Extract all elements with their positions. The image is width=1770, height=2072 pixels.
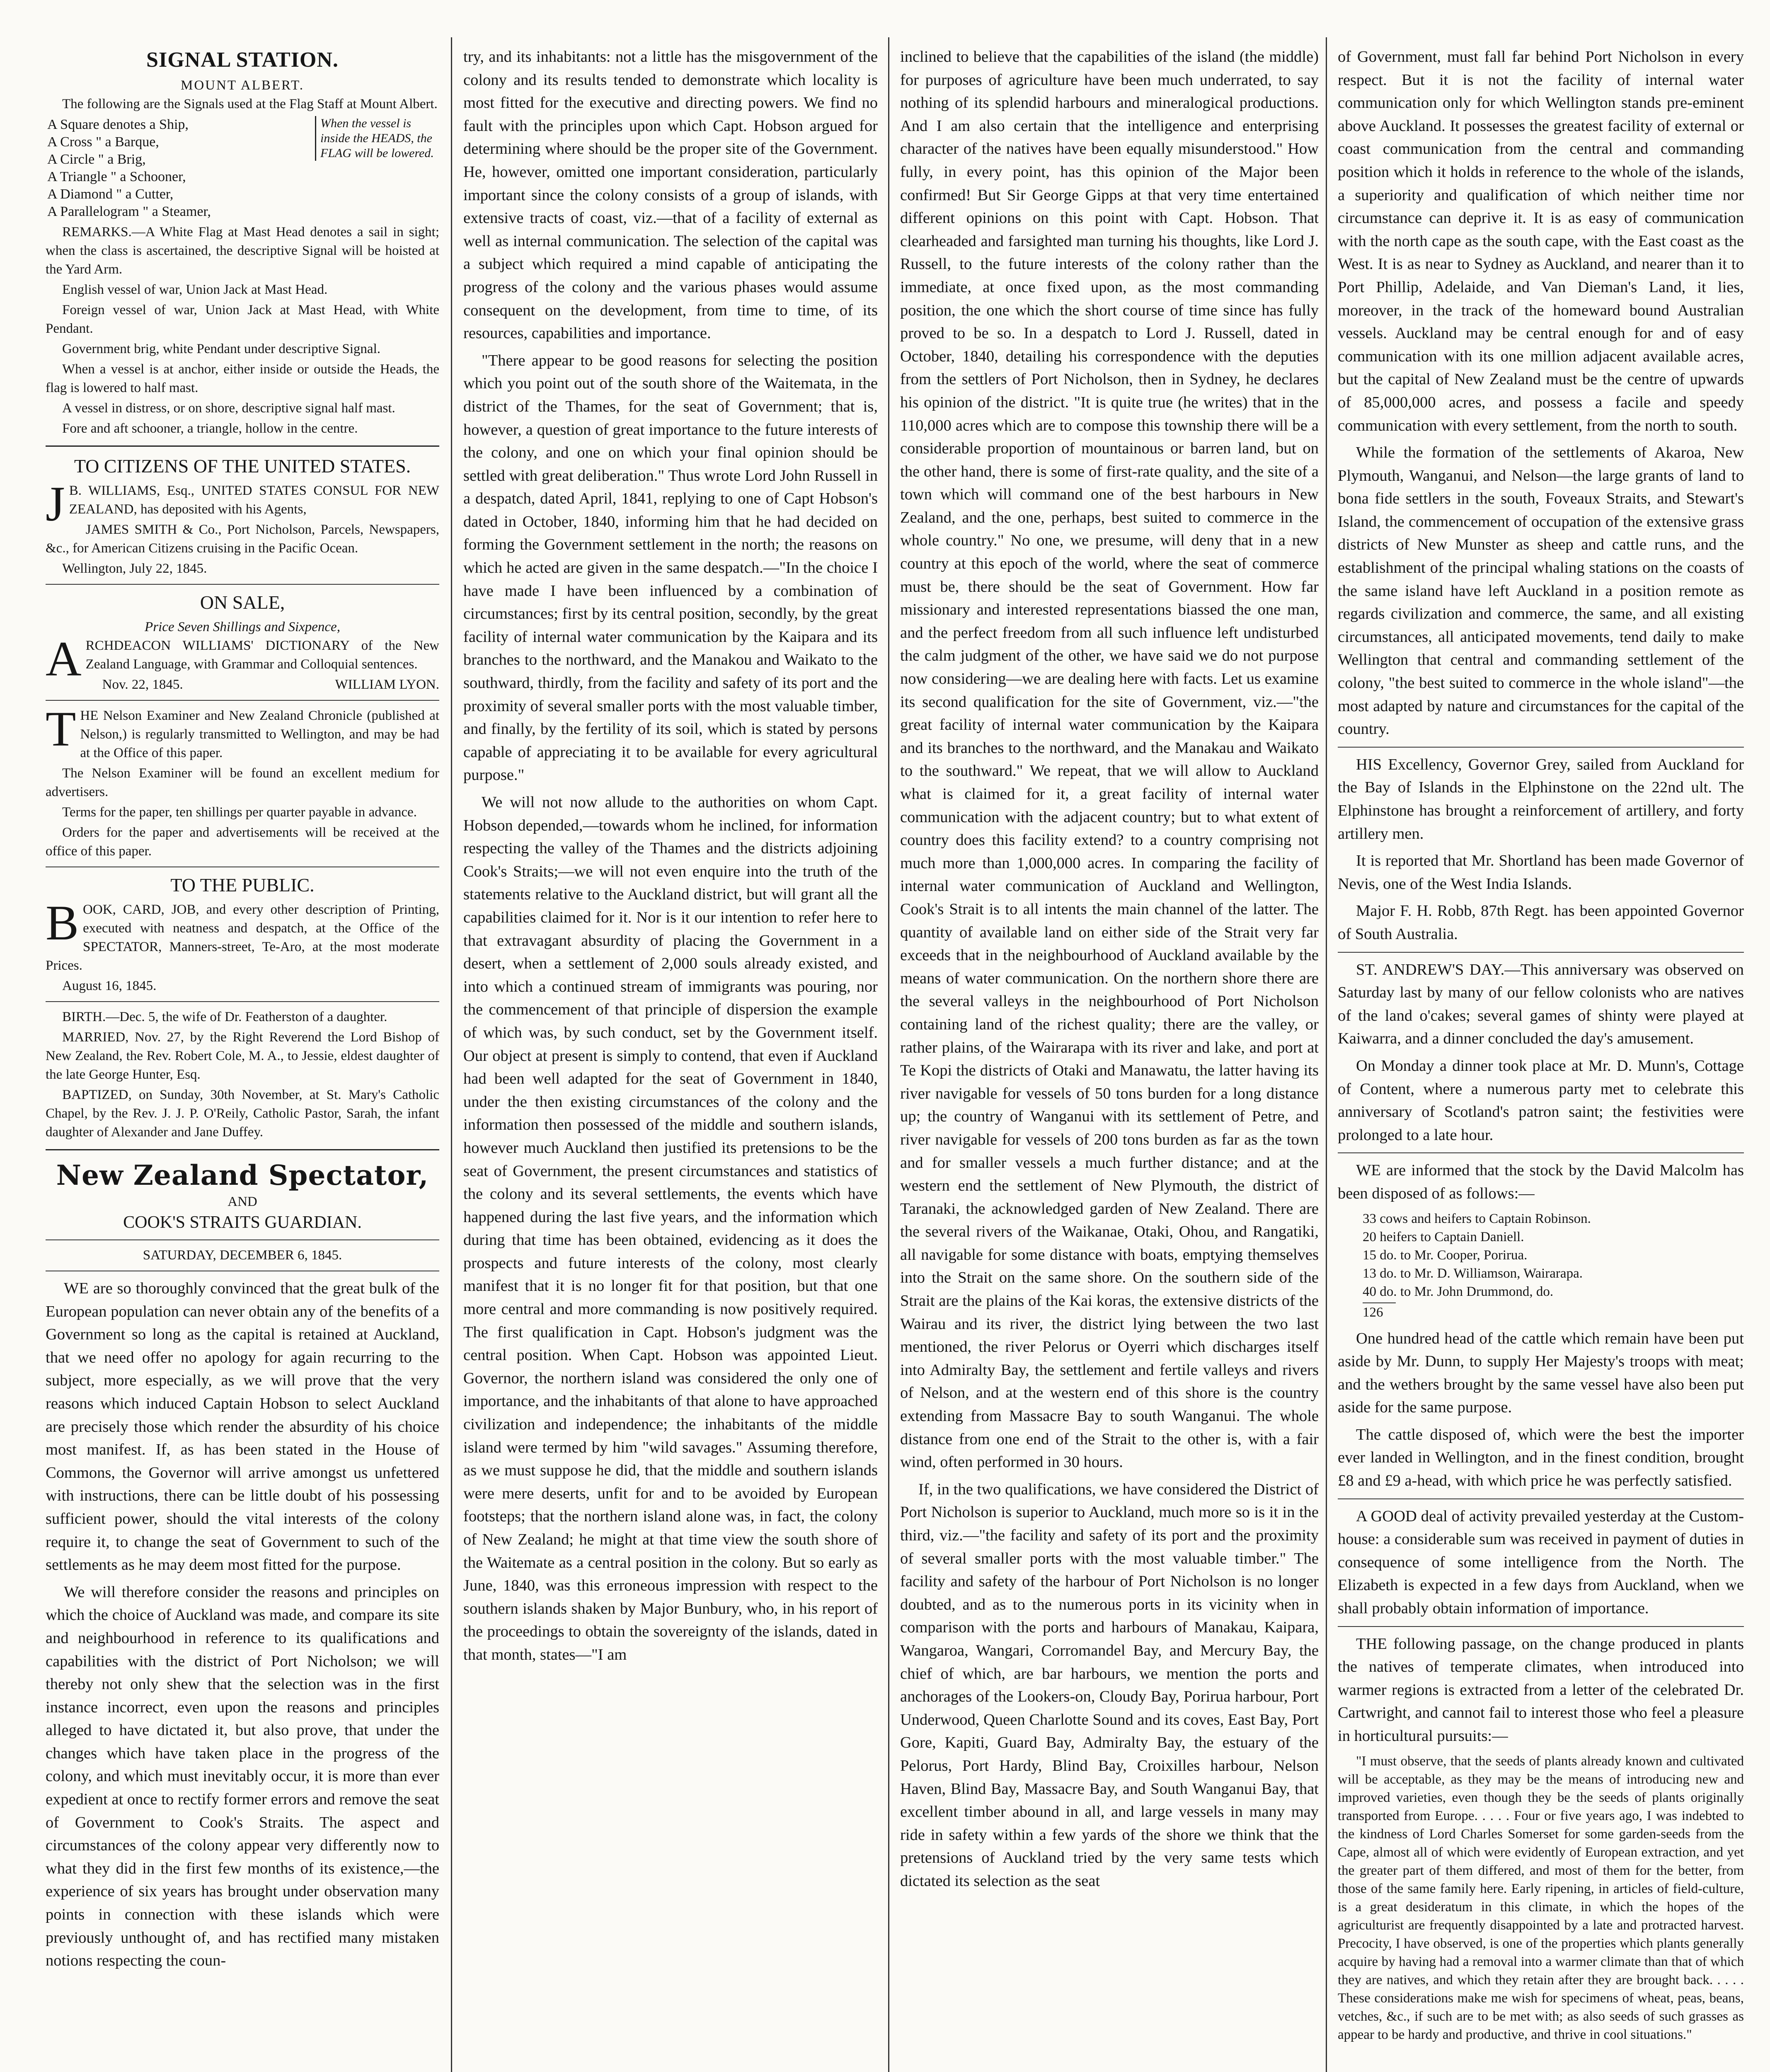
citizens-text: B. WILLIAMS, Esq., UNITED STATES CONSUL FOR NEW ZEALAND, has deposited with his Agents, xyxy=(69,483,439,517)
stock-item: 13 do. to Mr. D. Williamson, Wairarapa. xyxy=(1363,1266,1583,1281)
column-rule xyxy=(451,37,452,2072)
signal-row: A Square denotes a Ship, xyxy=(47,117,189,132)
masthead-guardian: COOK'S STRAITS GUARDIAN. xyxy=(123,1213,362,1232)
citizens-title: TO CITIZENS OF THE UNITED STATES. xyxy=(74,455,411,477)
column-1 xyxy=(46,46,439,1977)
citizens-date: Wellington, July 22, 1845. xyxy=(62,561,207,576)
public-text: OOK, CARD, JOB, and every other description of Printing, executed with neatness and despatch, at the Office of the SPECTATOR, Manners-street, Te-Aro, at the most moderate Prices. xyxy=(46,902,439,973)
editorial-paragraph: While the formation of the settlements of Akaroa, New Plymouth, Wanganui, and Nelson—the large grants of land to bona fide settlers in the south, Foveaux Straits, and Stewart's Island, the commencement of occupation of the extensive grass districts of New Munster as sheep and cattle runs, and the establishment of the principal whaling stations on the coasts of the same island have left Auckland in a position remote as regards civilization and commerce, the same, and all existing circumstances, all anticipated movements, tend daily to make Wellington that central and commanding settlement of the colony, "the best suited to commerce in the whole island"—the most adapted by nature and circumstances for the capital of the country. xyxy=(1338,444,1744,738)
news-shortland: It is reported that Mr. Shortland has been made Governor of Nevis, one of the West India Islands. xyxy=(1338,852,1744,893)
married-notice: MARRIED, Nov. 27, by the Right Reverend the Lord Bishop of New Zealand, the Rev. Robert Cole, M. A., to Jessie, eldest daughter of the late George Hunter, Esq. xyxy=(46,1030,439,1082)
editorial-paragraph: try, and its inhabitants: not a little has the misgovernment of the colony and its results tended to demonstrate which locality is most fitted for the executive and directing powers. We find no fault with the principles upon which Capt. Hobson argued for determining where should be the proper site of the Government. He, however, omitted one important consideration, particularly important since the colony consists of a group of islands, with extensive tracts of coast, viz.—that of a facility of external as well as internal communication. The selection of the capital was a subject which required a mind capable of anticipating the progress of the colony and the various phases would assume consequent on the development, from time to time, of its resources, capabilities and importance. xyxy=(463,48,878,342)
birth-notice: BIRTH.—Dec. 5, the wife of Dr. Featherston of a daughter. xyxy=(62,1009,387,1024)
editorial-paragraph: WE are so thoroughly convinced that the great bulk of the European population can never obtain any of the benefits of a Government so long as the capital is retained at Auckland, that we need offer no apology for again recurring to the subject, more especially, as we will prove that the very reasons which induced Captain Hobson to select Auckland are precisely those which render the absurdity of his choice most manifest. If, as has been stated in the House of Commons, the Governor will arrive amongst us unfettered with instructions, there can be little doubt of his possessing sufficient power, should the vital interests of the colony require it, to change the seat of Government to such of the settlements as he may deem most fitted for the purpose. xyxy=(46,1280,439,1574)
sale-date: Nov. 22, 1845. xyxy=(102,677,183,692)
mount-albert: MOUNT ALBERT. xyxy=(181,78,304,93)
dropcap-t: T xyxy=(46,701,76,756)
news-hundred-head: One hundred head of the cattle which remain have been put aside by Mr. Dunn, to supply Her Majesty's troops with meat; and the wethers brought by the same vessel have also been put aside for the same purpose. xyxy=(1338,1329,1744,1416)
sale-title: ON SALE, xyxy=(200,592,285,613)
stock-item: 15 do. to Mr. Cooper, Porirua. xyxy=(1363,1247,1528,1263)
news-robb: Major F. H. Robb, 87th Regt. has been appointed Governor of South Australia. xyxy=(1338,902,1744,943)
stock-item: 33 cows and heifers to Captain Robinson. xyxy=(1363,1211,1591,1226)
signal-note: When the vessel is inside the HEADS, the FLAG will be lowered. xyxy=(315,116,438,161)
signal-table xyxy=(46,116,439,220)
dropcap-j: J xyxy=(46,476,65,531)
editorial-paragraph: "There appear to be good reasons for selecting the position which you point out of the south shore of the Waitemata, in the district of the Thames, for the seat of Government; that is, however, a question of great importance to the future interests of the colony, and one on which your final opinion should be settled with great deliberation." Thus wrote Lord John Russell in a despatch, dated April, 1841, replying to one of Capt Hobson's dated in October, 1840, informing him that he had decided on forming the Government settlement in the north; the reasons on which he acted are given in the same despatch.—"In the choice I have made I have been influenced by a combination of circumstances; first by its central position, secondly, by the great facility of internal water communication by the Kaipara and its branches to the northward, and the Manakou and Waikato to the southward, thirdly, from the facility and safety of its port and the proximity of several smaller ports with the most valuable timber, and finally, by the fertility of its soil, which is stated by persons capable of appreciating it to be available for every agricultural purpose." xyxy=(463,351,878,784)
dropcap-a: A xyxy=(46,631,82,686)
signal-row: A Cross " a Barque, xyxy=(47,134,159,150)
news-governor: HIS Excellency, Governor Grey, sailed from Auckland for the Bay of Islands in the Elphinstone on the 22nd ult. The Elphinstone has brought a reinforcement of artillery, and forty artillery men. xyxy=(1338,755,1744,842)
stock-total: 126 xyxy=(1363,1302,1396,1322)
signal-remarks: REMARKS.—A White Flag at Mast Head denotes a sail in sight; when the class is ascertained, the descriptive Signal will be hoisted at the Yard Arm. xyxy=(46,225,439,277)
signal-distress: A vessel in distress, or on shore, descriptive signal half mast. xyxy=(62,401,395,416)
public-title: TO THE PUBLIC. xyxy=(170,874,315,896)
public-date: August 16, 1845. xyxy=(62,978,157,993)
editorial-paragraph: We will not now allude to the authorities on whom Capt. Hobson depended,—towards whom he inclined, for information respecting the valley of the Thames and the districts adjoining Cook's Straits;—we will not even enquire into the truth of the statements relative to the Auckland district, but will grant all the capabilities claimed for it. Nor is it our intention to refer here to that extravagant absurdity of placing the Government in a desert, when a settlement of 2,000 souls already existed, and into which a continued stream of immigrants was pouring, nor the commencement of that principle of dispersion the example of which was, by such conduct, set by the Government itself. Our object at present is simply to contend, that even if Auckland had been well adapted for the seat of Government in 1840, under the then existing circumstances of the colony and the information then possessed of the middle and southern islands, however much Auckland then justified its pretensions to be the seat of Government, the present circumstances and statistics of the colony and its several settlements, the events which have happened during the last five years, and the information which during that time has been obtained, evidencing as it does the prospects and future interests of the colony, most clearly manifest that it is no longer fit for that position, but that one more central and more commanding is now positively required. The first qualification in Capt. Hobson's judgment was the central position. When Capt. Hobson was appointed Lieut. Governor, the northern island was considered the only one of importance, and the inhabitants of that alone to have approached civilization and independence; the inhabitants of the middle island were termed by him "wild savages." Assuming therefore, as we must suppose he did, that the middle and southern islands were mere deserts, unfit for and to be avoided by European footsteps; that the northern island alone was, in fact, the colony of New Zealand; he might at that time view the south shore of the Waitemate as a central position in the colony. But so early as June, 1840, was this erroneous impression with respect to the southern islands shaken by Major Bunbury, who, in his report of the proceedings to obtain the sovereignty of the islands, dated in that month, states—"I am xyxy=(463,794,878,1663)
signal-row: A Circle " a Brig, xyxy=(47,152,146,167)
dropcap-b: B xyxy=(46,895,79,950)
signal-inside: When a vessel is at anchor, either inside or outside the Heads, the flag is lowered to half mast. xyxy=(46,362,439,395)
stock-item: 40 do. to Mr. John Drummond, do. xyxy=(1363,1284,1554,1299)
signal-row: A Triangle " a Schooner, xyxy=(47,169,186,184)
citizens-agents: JAMES SMITH & Co., Port Nicholson, Parcels, Newspapers, &c., for American Citizens cruising in the Pacific Ocean. xyxy=(46,522,439,556)
baptized-notice: BAPTIZED, on Sunday, 30th November, at St. Mary's Catholic Chapel, by the Rev. J. J. P. O'Reily, Catholic Pastor, Sarah, the infant daughter of Alexander and Jane Duffey. xyxy=(46,1087,439,1140)
column-rule xyxy=(1326,37,1327,2072)
news-custom-house: A GOOD deal of activity prevailed yesterday at the Custom-house: a considerable sum was received in payment of duties in consequence of some intelligence from the North. The Elizabeth is expected in a few days from Auckland, when we shall probably obtain information of importance. xyxy=(1338,1507,1744,1617)
editorial-paragraph: If, in the two qualifications, we have considered the District of Port Nicholson is superior to Auckland, much more so is it in the third, viz.—"the facility and safety of its port and the proximity of several smaller ports with the most valuable timber." The facility and safety of the harbour of Port Nicholson is no longer doubted, and as to the numerous ports in its vicinity when in comparison with the ports and harbours of Manakau, Kaipara, Wangaroa, Wangari, Corromandel Bay, and Mercury Bay, the chief of which, are bar harbours, we mention the ports and anchorages of the Lookers-on, Cloudy Bay, Porirua harbour, Port Underwood, Queen Charlotte Sound and its coves, East Bay, Port Gore, Kapiti, Guard Bay, Admiralty Bay, the estuary of the Pelorus, Port Hardy, Blind Bay, Croixilles harbour, Nelson Haven, Blind Bay, Massacre Bay, and South Wanganui Bay, that excellent timber abound in all, and large vessels in many may ride in safety within a few yards of the shore we think that the pretensions of Auckland tried by the very same tests which dictated its selection as the seat xyxy=(900,1480,1319,1890)
signal-station-title: SIGNAL STATION. xyxy=(146,48,339,72)
news-passage: THE following passage, on the change produced in plants the natives of temperate climates, when introduced into warmer regions is extracted from a letter of the celebrated Dr. Cartwright, and cannot fail to interest those who feel a pleasure in horticultural pursuits:— xyxy=(1338,1635,1744,1745)
news-st-andrew: ST. ANDREW'S DAY.—This anniversary was observed on Saturday last by many of our fellow colonists who are natives of the land o'cakes; several games of shinty were played at Kaiwarra, and a dinner concluded the day's amusement. xyxy=(1338,961,1744,1048)
dateline: SATURDAY, DECEMBER 6, 1845. xyxy=(143,1248,342,1263)
signal-row: A Diamond " a Cutter, xyxy=(47,186,174,202)
news-cattle: The cattle disposed of, which were the best the importer ever landed in Wellington, and in the finest condition, brought £8 and £9 a-head, with which price he was perfectly satisfied. xyxy=(1338,1426,1744,1490)
editorial-paragraph: of Government, must fall far behind Port Nicholson in every respect. But it is not the facility of internal water communication only for which Wellington stands pre-eminent above Auckland. It possesses the greatest facility of external or coast communication from the central and commanding position which it holds in reference to the whole of the islands, a superiority and qualification of which neither time nor circumstance can deprive it. It is as easy of communication with the north cape as the south cape, with the East coast as the West. It is as near to Sydney as Auckland, and nearer than it to Port Phillip, Adelaide, and Van Dieman's Land, it lies, moreover, in the track of the homeward bound Australian vessels. Auckland may be central enough for and of easy communication with its one million adjacent available acres, but the capital of New Zealand must be the centre of upwards of 85,000,000 acres, and possess a facile and speedy communication with every settlement, from the north to south. xyxy=(1338,48,1744,434)
editorial-paragraph: inclined to believe that the capabilities of the island (the middle) for purposes of agriculture have been much underrated, to say nothing of its splendid harbours and mineralogical productions. And I am also certain that the intelligence and enterprising character of the natives have been equally misunderstood." How fully, in every point, has this opinion of the Major been confirmed! But Sir George Gipps at that very time entertained different opinions on this point with Capt. Hobson. That clearheaded and farsighted man turning his thoughts, like Lord J. Russell, to the future interests of the colony rather than the immediate, at once fixed upon, as the most commanding position, the one which the short course of time since has fully proved to be so. In a despatch to Lord J. Russell, dated in October, 1840, detailing his correspondence with the deputies from the settlers of Port Nicholson, then in Sydney, he declares his opinion of the district. "It is quite true (he writes) that in the 110,000 acres which are to compose this township there will be a considerable proportion of mountainous or barren land, but on the other hand, there is some of first-rate quality, and the site of a town which will command one of the best harbours in New Zealand, and the one, perhaps, best suited to commerce in the whole country." No one, we presume, will deny that in a new country at this epoch of the world, where the seat of commerce must be, there should be the seat of Government. How far missionary and interested representations biassed the one man, and the perfect freedom from all such influence left undisturbed the calm judgment of the other, we have said we do not purpose now considering—we are dealing here with facts. Let us examine its second qualification for the site of Government, viz.—"the great facility of internal water communication by the Kaipara and its branches to the northward, and the Manakau and Waikato to the southward." We repeat, that we will allow to Auckland what is claimed for it, a great facility of internal water communication with the adjacent country; but to what extent of country does this facility extend? to a country comprising not much more than 1,000,000 acres. In comparing the facility of internal water communication of Auckland and Wellington, Cook's Strait is to all intents the main channel of the latter. The quantity of available land on either side of the Strait very far exceeds that in the neighbourhood of Auckland available by the means of water communication. On the northern shore there are the several valleys in the neighbourhood of Port Nicholson containing land of the richest quality; there are the valley, or rather plains, of the Wairarapa with its river and lake, and port at Te Kopi the districts of Otaki and Manawatu, the latter having its river navigable for vessels of 50 tons burden for a long distance up; the country of Wanganui with its settlement of Petre, and river navigable for vessels of 200 tons burden as far as the town and for smaller vessels a much further distance; and at the western end the settlement of New Plymouth, the district of Taranaki, the acknowledged garden of New Zealand. There are the several rivers of the Waikanae, Otaki, Ohou, and Rangatiki, all navigable for some distance with boats, emptying themselves into the Strait on the same shore. On the southern side of the Strait are the plains of the Kai koras, the extensive districts of the Wairau and its river, the district lying between the two last mentioned, the river Pelorus or Oyerri which discharges itself into Admiralty Bay, the settlement and fertile valleys and rivers of Nelson, and at the western end of this shore is the country extending from Massacre Bay to south Wanganui. The whole distance from one end of the Strait to the other is, with a fair wind, often performed in 30 hours. xyxy=(900,48,1319,1471)
column-2 xyxy=(463,46,878,1671)
stock-item: 20 heifers to Captain Daniell. xyxy=(1363,1229,1524,1244)
nelson-orders: Orders for the paper and advertisements will be received at the office of this paper. xyxy=(46,825,439,859)
nelson-text: HE Nelson Examiner and New Zealand Chronicle (published at Nelson,) is regularly transmitted to Wellington, and may be had at the Office of this paper. xyxy=(80,708,439,760)
sale-price: Price Seven Shillings and Sixpence, xyxy=(145,620,340,634)
editorial-paragraph: We will therefore consider the reasons and principles on which the choice of Auckland was made, and compare its site and neighbourhood in reference to its qualifications and capabilities with the district of Port Nicholson; we will thereby not only shew that the selection was in the first instance incorrect, even upon the reasons and principles alleged to have dictated it, but also prove, that under the changes which have taken place in the progress of the colony, and which must inevitably occur, it is more than ever expedient at once to rectify former errors and remove the seat of Government to Cook's Straits. The aspect and circumstances of the colony appear very differently now to what they did in the first few months of its existence,—the experience of six years has brought under observation many points in connection with these islands which were previously unthought of, and has rectified many mistaken notions respecting the coun- xyxy=(46,1583,439,1970)
masthead: New Zealand Spectator, xyxy=(56,1159,429,1191)
column-rule xyxy=(888,37,889,2072)
stock-list xyxy=(1363,1210,1744,1322)
signal-english: English vessel of war, Union Jack at Mast Head. xyxy=(62,282,328,297)
signal-foreign: Foreign vessel of war, Union Jack at Mast Head, with White Pendant. xyxy=(46,303,439,336)
news-stock: WE are informed that the stock by the David Malcolm has been disposed of as follows:— xyxy=(1338,1162,1744,1202)
cartwright-quote: "I must observe, that the seeds of plants already known and cultivated will be acceptable, as they may be the means of introducing new and improved varieties, even though they be the seeds of plants originally transported from Europe. . . . . Four or five years ago, I was indebted to the kindness of Lord Charles Somerset for some garden-seeds from the Cape, almost all of which were evidently of European extraction, and yet the greater part of them differed, and most of them for the better, from those of the same family here. Early ripening, in articles of field-culture, is a great desideratum in this climate, in which the hopes of the agriculturist are frequently disappointed by a late and protracted harvest. Precocity, I have observed, is one of the properties which plants generally acquire by having had a removal into a warmer climate than that of which they are natives, and which they retain after they are brought back. . . . . These considerations make me wish for specimens of wheat, peas, beans, vetches, &c., if such are to be met with; as also seeds of such grasses as appear to be hardy and productive, and thrive in cool situations." xyxy=(1338,1753,1744,2042)
signal-schooner: Fore and aft schooner, a triangle, hollow in the centre. xyxy=(62,421,358,436)
column-3 xyxy=(900,46,1319,1897)
nelson-office: The Nelson Examiner will be found an excellent medium for advertisers. xyxy=(46,766,439,799)
signal-intro: The following are the Signals used at the Flag Staff at Mount Albert. xyxy=(62,97,438,111)
nelson-terms: Terms for the paper, ten shillings per quarter payable in advance. xyxy=(62,805,417,820)
sale-text: RCHDEACON WILLIAMS' DICTIONARY of the New Zealand Language, with Grammar and Colloquial sentences. xyxy=(85,638,439,672)
sale-signature: WILLIAM LYON. xyxy=(335,677,439,692)
masthead-and: AND xyxy=(228,1194,257,1209)
column-4 xyxy=(1338,46,1744,2048)
news-monday-dinner: On Monday a dinner took place at Mr. D. Munn's, Cottage of Content, where a numerous party met to celebrate this anniversary of Scotland's patron saint; the festivities were prolonged to a late hour. xyxy=(1338,1057,1744,1144)
signal-govt: Government brig, white Pendant under descriptive Signal. xyxy=(62,341,380,356)
signal-row: A Parallelogram " a Steamer, xyxy=(47,204,211,219)
